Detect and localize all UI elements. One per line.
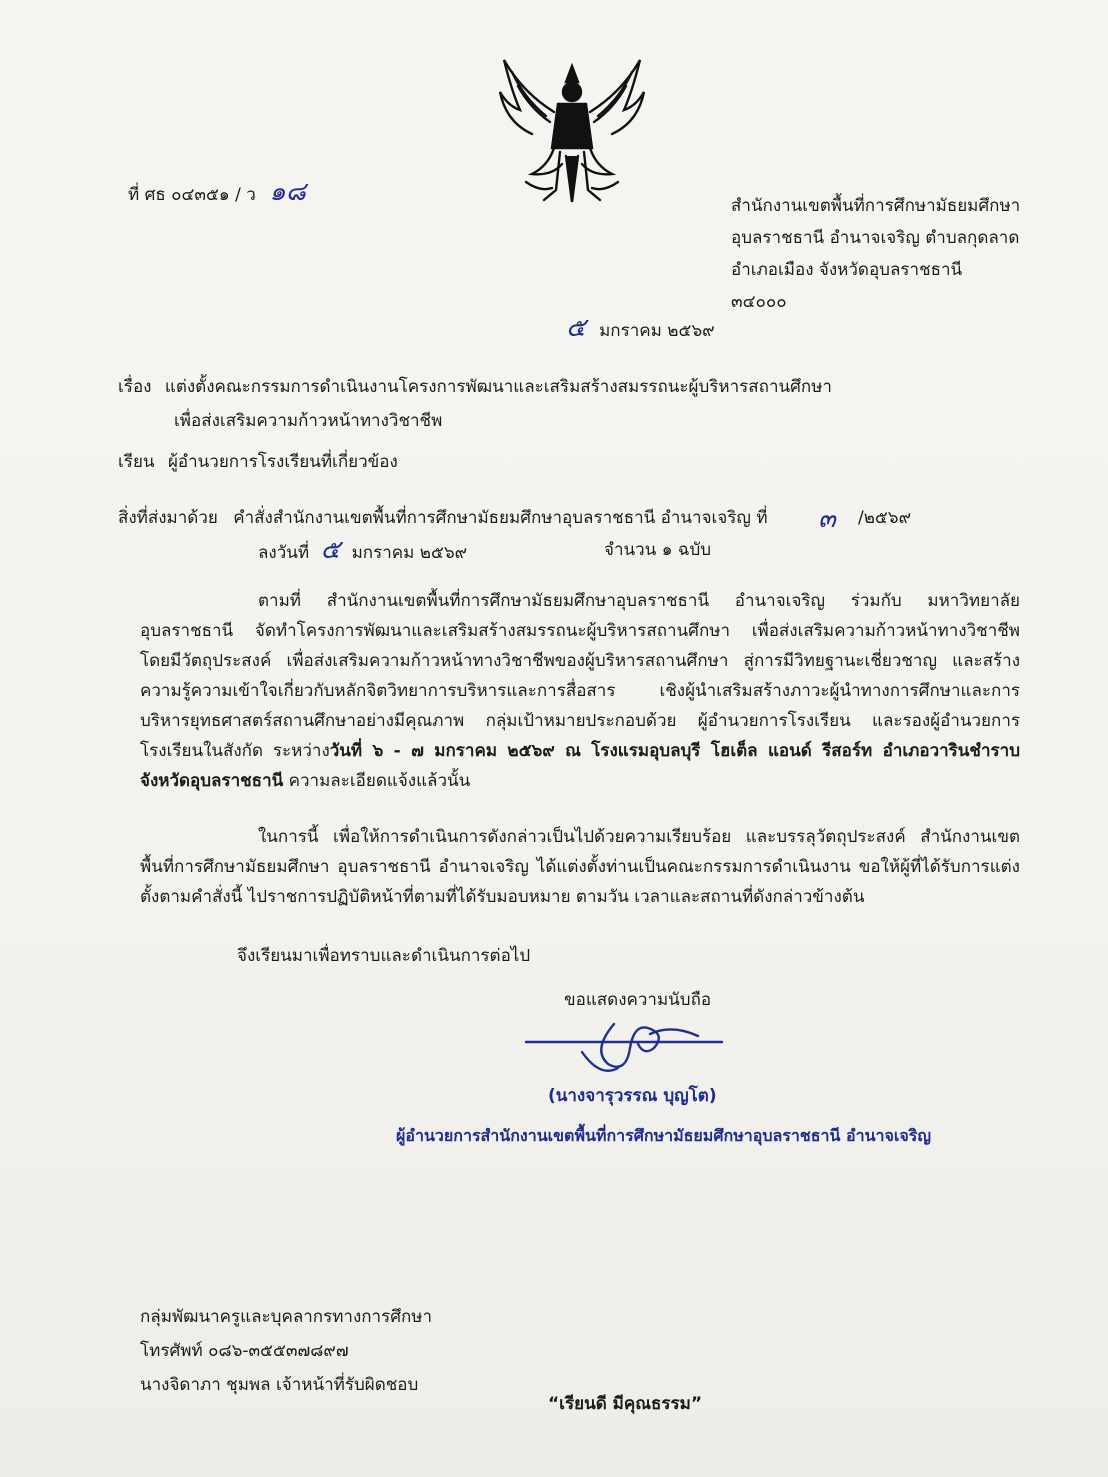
date-month-year: มกราคม ๒๕๖๙ [599,321,715,341]
enclosure-date-rest: มกราคม ๒๕๖๙ [351,543,468,563]
office-line: อุบลราชธานี อำนาจเจริญ ตำบลกุดลาด [731,228,1020,248]
enclosure-label: สิ่งที่ส่งมาด้วย [118,508,218,528]
footer-department: กลุ่มพัฒนาครูและบุคลากรทางการศึกษา [140,1307,433,1327]
footer-contact [140,1300,432,1402]
subject-line: เพื่อส่งเสริมความก้าวหน้าทางวิชาชีพ [174,411,443,431]
office-line: ๓๔๐๐๐ [731,292,787,312]
subject-block [118,370,832,438]
body-paragraph-3: จึงเรียนมาเพื่อทราบและดำเนินการต่อไป [237,946,531,966]
reference-label: ที่ ศธ ๐๔๓๕๑ / ว [128,185,256,205]
para1-end: ความละเอียดแจ้งแล้วนั้น [283,771,471,791]
signatory-name: (นางจารุวรรณ บุญโต) [548,1086,717,1106]
recipient-value: ผู้อำนวยการโรงเรียนที่เกี่ยวข้อง [167,452,398,472]
body-paragraph-1 [140,586,1020,796]
para2-text: ในการนี้ เพื่อให้การดำเนินการดังกล่าวเป็นไปด้วยความเรียบร้อย และบรรลุวัตถุประสงค์ สำนักงานเขตพื้นที่การศึกษามัธยมศึกษา อุบลราชธานี อำนาจเจริญ ได้แต่งตั้งท่านเป็นคณะกรรมการดำเนินงาน ขอให้ผู้ที่ได้รับการแต่งตั้งตามคำสั่งนี้ ไปราชการปฏิบัติหน้าที่ตามที่ได้รับมอบหมาย ตามวัน เวลาและสถานที่ดังกล่าวข้างต้น [140,827,1020,907]
para1-text: ตามที่ สำนักงานเขตพื้นที่การศึกษามัธยมศึกษาอุบลราชธานี อำนาจเจริญ ร่วมกับ มหาวิทยาลัยอุบลราชธานี จัดทำโครงการพัฒนาและเสริมสร้างสมรรถนะผู้บริหารสถานศึกษา เพื่อส่งเสริมความก้าวหน้าทางวิชาชีพ โดยมีวัตถุประสงค์ เพื่อส่งเสริมความก้าวหน้าทางวิชาชีพของผู้บริหารสถานศึกษา สู่การมีวิทยฐานะเชี่ยวชาญ และสร้างความรู้ความเข้าใจเกี่ยวกับหลักจิตวิทยาการบริหารและการสื่อสาร เชิงผู้นำเสริมสร้างภาวะผู้นำทางการศึกษาและการบริหารยุทธศาสตร์สถานศึกษาอย่างมีคุณภาพ กลุ่มเป้าหมายประกอบด้วย ผู้อำนวยการโรงเรียน และรองผู้อำนวยการโรงเรียนในสังกัด ระหว่าง [140,591,1020,761]
recipient [118,450,398,474]
order-year: /๒๕๖๙ [858,508,912,528]
para1-bold: วันที่ ๖ - ๗ มกราคม ๒๕๖๙ ณ โรงแรมอุบลบุรี โฮเต็ล แอนด์ รีสอร์ท อำเภอวารินชำราบ จังหวัดอุบลราชธานี [140,741,1020,791]
enclosure-date-label: ลงวันที่ [258,543,310,563]
office-line: สำนักงานเขตพื้นที่การศึกษามัธยมศึกษา [731,196,1021,216]
office-address [731,190,1020,318]
footer-phone: โทรศัพท์ ๐๘๖-๓๕๕๓๗๘๙๗ [140,1341,349,1361]
signature-icon [522,1014,734,1082]
body-paragraph-2 [140,822,1020,912]
subject-line: แต่งตั้งคณะกรรมการดำเนินงานโครงการพัฒนาและเสริมสร้างสมรรถนะผู้บริหารสถานศึกษา [164,377,832,397]
signatory-position: ผู้อำนวยการสำนักงานเขตพื้นที่การศึกษามัธยมศึกษาอุบลราชธานี อำนาจเจริญ [396,1126,931,1145]
enclosure-count: จำนวน ๑ ฉบับ [604,540,712,560]
enclosure-text: คำสั่งสำนักงานเขตพื้นที่การศึกษามัธยมศึกษาอุบลราชธานี อำนาจเจริญ ที่ [233,508,768,528]
enclosure-line [118,506,768,530]
closing-regards: ขอแสดงความนับถือ [564,990,712,1010]
date-day: ๕ [566,313,586,343]
enclosure-date [258,535,468,565]
recipient-label: เรียน [118,452,155,472]
reference-number: ๑๘ [269,177,306,207]
garuda-emblem-icon [492,52,652,210]
slogan: “เรียนดี มีคุณธรรม” [548,1394,703,1414]
order-number: ๓ [818,504,836,534]
subject-label: เรื่อง [118,377,152,397]
enclosure-date-day: ๕ [320,535,341,565]
letter-date [566,313,715,343]
office-line: อำเภอเมือง จังหวัดอุบลราชธานี [731,260,963,280]
footer-officer: นางจิดาภา ชุมพล เจ้าหน้าที่รับผิดชอบ [140,1375,419,1395]
